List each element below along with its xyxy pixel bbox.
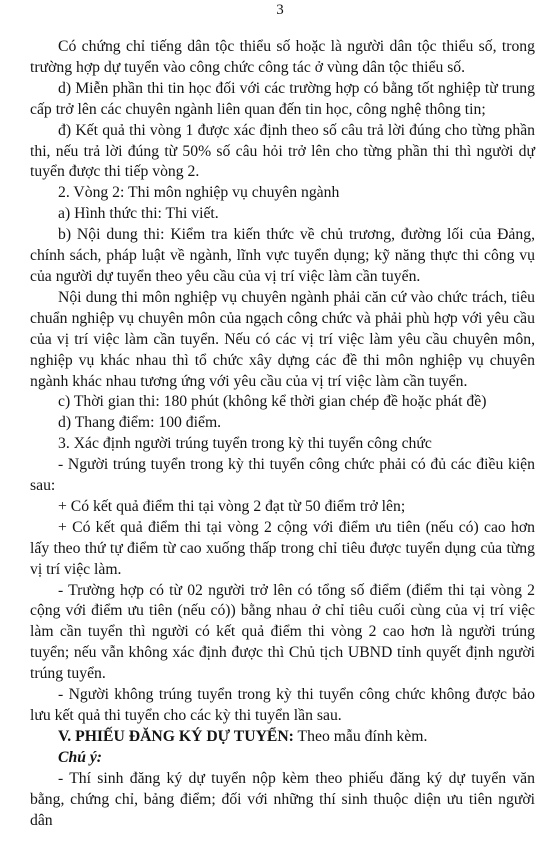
note-text: - Thí sinh đăng ký dự tuyển nộp kèm theo phiếu đăng ký dự tuyển văn bằng, chứng chỉ, bảng điểm; đối với những thí sinh thuộc diện ưu tiên người dân [30, 769, 535, 829]
paragraph: d) Miễn phần thi tin học đối với các trường hợp có bằng tốt nghiệp từ trung cấp trở lên các chuyên ngành liên quan đến tin học, công nghệ thông tin; [30, 79, 535, 118]
paragraph: a) Hình thức thi: Thi viết. [58, 205, 219, 223]
list-item: + Có kết quả điểm thi tại vòng 2 cộng với điểm ưu tiên (nếu có) cao hơn lấy theo thứ tự điểm từ cao xuống thấp trong chỉ tiêu được tuyển dụng của từng vị trí việc làm. [30, 518, 535, 578]
section-heading: 2. Vòng 2: Thi môn nghiệp vụ chuyên ngành [58, 184, 340, 202]
paragraph: đ) Kết quả thi vòng 1 được xác định theo số câu trả lời đúng cho từng phần thi, nếu trả lời đúng từ 50% số câu hỏi trở lên cho từng phần thi thì người dự tuyển được thi tiếp vòng 2. [30, 121, 535, 181]
document-body [30, 37, 535, 831]
section-v [30, 727, 535, 748]
paragraph: - Người trúng tuyển trong kỳ thi tuyển công chức phải có đủ các điều kiện sau: [30, 456, 535, 495]
note-label-text: Chú ý: [58, 748, 103, 766]
paragraph: b) Nội dung thi: Kiểm tra kiến thức về chủ trương, đường lối của Đảng, chính sách, pháp luật về ngành, lĩnh vực tuyển dụng; kỹ năng thực thi công vụ của người dự tuyển theo yêu cầu của vị trí việc làm cần tuyển. [30, 226, 535, 285]
section-v-heading: V. PHIẾU ĐĂNG KÝ DỰ TUYỂN: [58, 727, 294, 745]
note-label [30, 748, 535, 769]
paragraph: d) Thang điểm: 100 điểm. [58, 414, 222, 432]
list-item: + Có kết quả điểm thi tại vòng 2 đạt từ 50 điểm trở lên; [58, 497, 406, 515]
page-number: 3 [276, 2, 284, 18]
section-heading: 3. Xác định người trúng tuyển trong kỳ thi tuyển công chức [58, 435, 432, 453]
paragraph: Có chứng chỉ tiếng dân tộc thiểu số hoặc là người dân tộc thiểu số, trong trường hợp dự tuyển vào công chức công tác ở vùng dân tộc thiểu số. [30, 38, 535, 76]
paragraph: - Trường hợp có từ 02 người trở lên có tổng số điểm (điểm thi tại vòng 2 cộng với điểm ưu tiên (nếu có)) bằng nhau ở chỉ tiêu cuối cùng của vị trí việc làm cần tuyển thì người có kết quả điểm thi vòng 2 cao hơn là người trúng tuyển; nếu vẫn không xác định được thì Chủ tịch UBND tỉnh quyết định người trúng tuyển. [30, 581, 535, 683]
paragraph: Nội dung thi môn nghiệp vụ chuyên ngành phải căn cứ vào chức trách, tiêu chuẩn nghiệp vụ chuyên môn của ngạch công chức và phải phù hợp với yêu cầu của vị trí việc làm cần tuyển. Nếu có các vị trí việc làm yêu cầu chuyên môn, nghiệp vụ khác nhau thì tổ chức xây dựng các đề thi môn nghiệp vụ chuyên ngành khác nhau tương ứng với yêu cầu của vị trí việc làm cần tuyển. [30, 288, 535, 390]
paragraph: c) Thời gian thi: 180 phút (không kể thời gian chép đề hoặc phát đề) [58, 393, 487, 411]
section-v-text: Theo mẫu đính kèm. [293, 727, 428, 745]
paragraph: - Người không trúng tuyển trong kỳ thi tuyển công chức không được bảo lưu kết quả thi tuyển cho các kỳ thi tuyển lần sau. [30, 686, 535, 724]
